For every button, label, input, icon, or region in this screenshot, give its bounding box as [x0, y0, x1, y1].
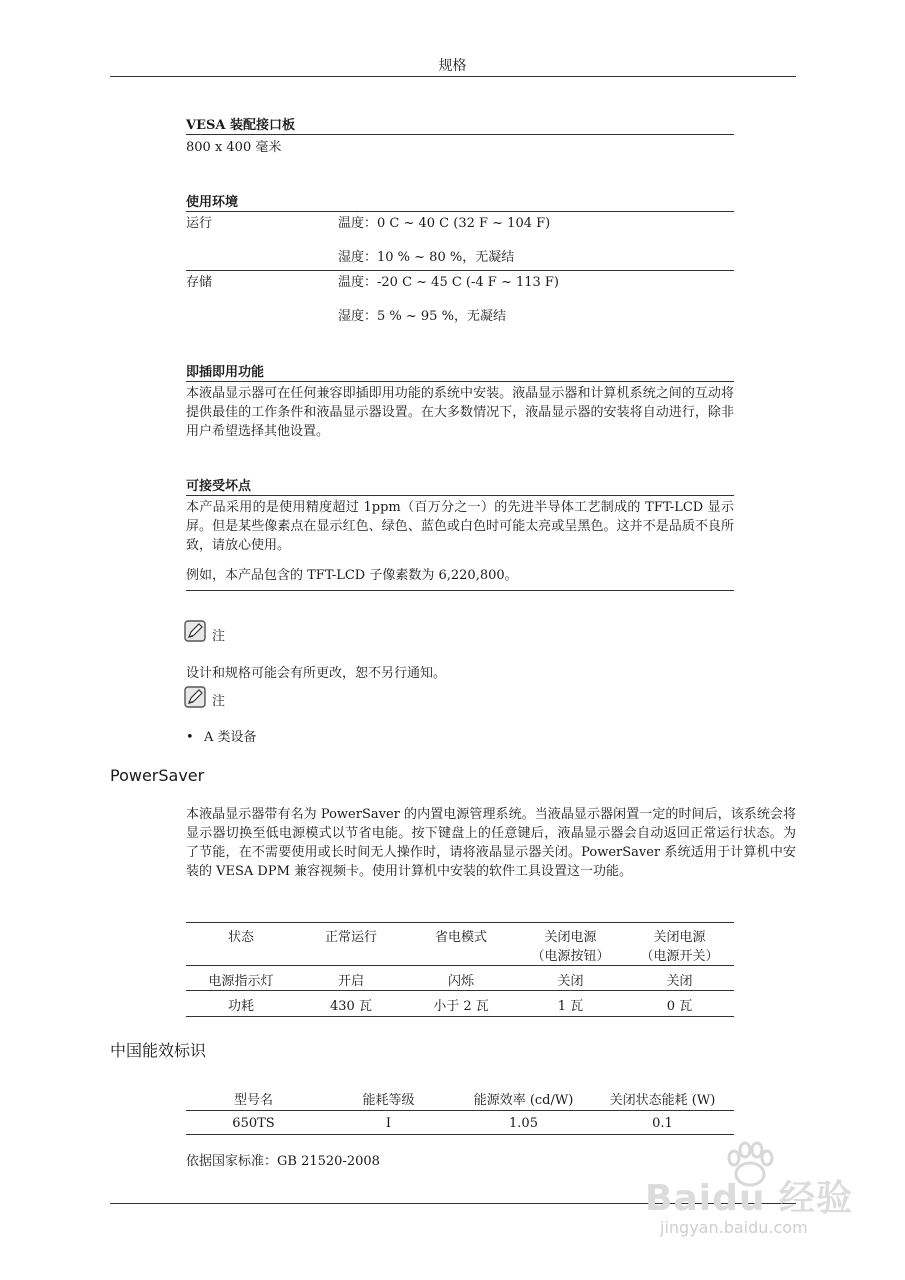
powersaver-table-top-rule	[186, 922, 734, 923]
note-label: 注	[212, 629, 226, 644]
powersaver-table-header-rule	[186, 965, 734, 966]
table-cell: 430 瓦	[330, 998, 372, 1014]
ps-header-0: 状态	[227, 930, 254, 945]
table-row	[186, 968, 734, 990]
table-cell: 开启	[337, 973, 364, 989]
ps-header-3: 关闭电源 （电源按钮）	[531, 930, 610, 964]
vesa-value: 800 x 400 毫米	[186, 140, 282, 155]
table-cell: 650TS	[232, 1115, 275, 1131]
table-cell: I	[385, 1115, 392, 1131]
energy-footnote: 依据国家标准：GB 21520-2008	[186, 1154, 380, 1169]
note-icon	[184, 620, 206, 646]
env-row-humidity-storage: 湿度：5 % ~ 95 %，无凝结	[338, 309, 506, 324]
table-cell: 闪烁	[447, 973, 474, 989]
pixel-title: 可接受坏点	[186, 479, 252, 494]
table-cell: 0 瓦	[666, 998, 693, 1014]
page-header-title: 规格	[438, 58, 467, 74]
baidu-watermark	[640, 1140, 870, 1240]
table-cell: 1.05	[509, 1115, 538, 1131]
table-cell: 0.1	[652, 1115, 673, 1131]
env-row-temp-operating: 温度：0 C ~ 40 C (32 F ~ 104 F)	[338, 216, 551, 231]
powersaver-title: PowerSaver	[110, 766, 205, 785]
pencil-note-icon	[184, 620, 206, 642]
pixel-rule-top	[186, 495, 734, 496]
powersaver-text: 本液晶显示器带有名为 PowerSaver 的内置电源管理系统。当液晶显示器闲置一定的时间后，该系统会将显示器切换至低电源模式以节省电能。按下键盘上的任意键后，液晶显示器会自动返回正常运行状态。为了节能，在不需要使用或长时间无人操作时，请将液晶显示器关闭。PowerSaver 系统适用于计算机中安装的 VESA DPM 兼容视频卡。使用计算机中安装的软件工具设置这一功能。	[186, 807, 796, 879]
powersaver-table-body	[186, 968, 734, 990]
table-cell: 关闭	[557, 973, 584, 989]
table-row	[186, 1113, 734, 1133]
environment-rule-mid	[186, 270, 734, 271]
ps-header-4: 关闭电源 （电源开关）	[640, 930, 719, 964]
env-row-label-operating: 运行	[186, 216, 213, 231]
pencil-note-icon	[184, 686, 206, 708]
powersaver-table-bottom-rule	[186, 1016, 734, 1017]
pixel-rule-bottom	[186, 590, 734, 591]
env-row-label-storage: 存储	[186, 275, 213, 290]
energy-table-body	[186, 1113, 734, 1133]
plugplay-text: 本液晶显示器可在任何兼容即插即用功能的系统中安装。液晶显示器和计算机系统之间的互动将提供最佳的工作条件和液晶显示器设置。在大多数情况下，液晶显示器的安装将自动进行，除非用户希望选择其他设置。	[186, 386, 734, 439]
bullet-dot: •	[186, 730, 194, 745]
env-row-temp-storage: 温度：-20 C ~ 45 C (-4 F ~ 113 F)	[338, 275, 560, 290]
table-cell: 小于 2 瓦	[433, 998, 489, 1014]
pixel-text-2: 例如，本产品包含的 TFT-LCD 子像素数为 6,220,800。	[186, 568, 518, 583]
ps-header-1: 正常运行	[324, 930, 377, 945]
plugplay-rule	[186, 381, 734, 382]
vesa-rule	[186, 134, 734, 135]
powersaver-table-body-2	[186, 993, 734, 1015]
energy-title: 中国能效标识	[110, 1041, 207, 1060]
energy-table-header	[186, 1088, 734, 1108]
note-label-2: 注	[212, 694, 226, 709]
energy-table-header-rule	[186, 1110, 734, 1111]
table-row	[186, 993, 734, 1015]
vesa-title: VESA 装配接口板	[186, 118, 295, 133]
energy-header-0: 型号名	[233, 1092, 273, 1108]
energy-table-bottom-rule	[186, 1134, 734, 1135]
table-cell: 1 瓦	[557, 998, 584, 1014]
watermark-url: jingyan.baidu.com	[660, 1218, 808, 1237]
table-cell: 电源指示灯	[208, 973, 274, 989]
watermark-brand: Baidu 经验	[645, 1178, 854, 1219]
energy-header-1: 能耗等级	[362, 1092, 415, 1108]
powersaver-table	[186, 926, 734, 966]
powersaver-table-row-rule	[186, 990, 734, 991]
table-cell: 功耗	[227, 998, 254, 1014]
bullet-item: A 类设备	[204, 730, 257, 745]
ps-header-2: 省电模式	[434, 930, 487, 945]
plugplay-title: 即插即用功能	[186, 365, 265, 380]
energy-header-3: 关闭状态能耗 (W)	[609, 1092, 716, 1108]
pixel-text-1: 本产品采用的是使用精度超过 1ppm（百万分之一）的先进半导体工艺制成的 TFT-LCD 显示屏。但是某些像素点在显示红色、绿色、蓝色或白色时可能太亮或呈黑色。这并不是品质不良所致，请放心使用。	[186, 500, 734, 553]
env-row-humidity-operating: 湿度：10 % ~ 80 %，无凝结	[338, 250, 515, 265]
environment-title: 使用环境	[186, 195, 239, 210]
energy-header-2: 能源效率 (cd/W)	[473, 1092, 574, 1108]
note-text: 设计和规格可能会有所更改，恕不另行通知。	[186, 666, 447, 681]
environment-rule-top	[186, 211, 734, 212]
header-rule	[110, 76, 796, 77]
note-icon-2	[184, 686, 206, 712]
table-cell: 关闭	[666, 973, 693, 989]
